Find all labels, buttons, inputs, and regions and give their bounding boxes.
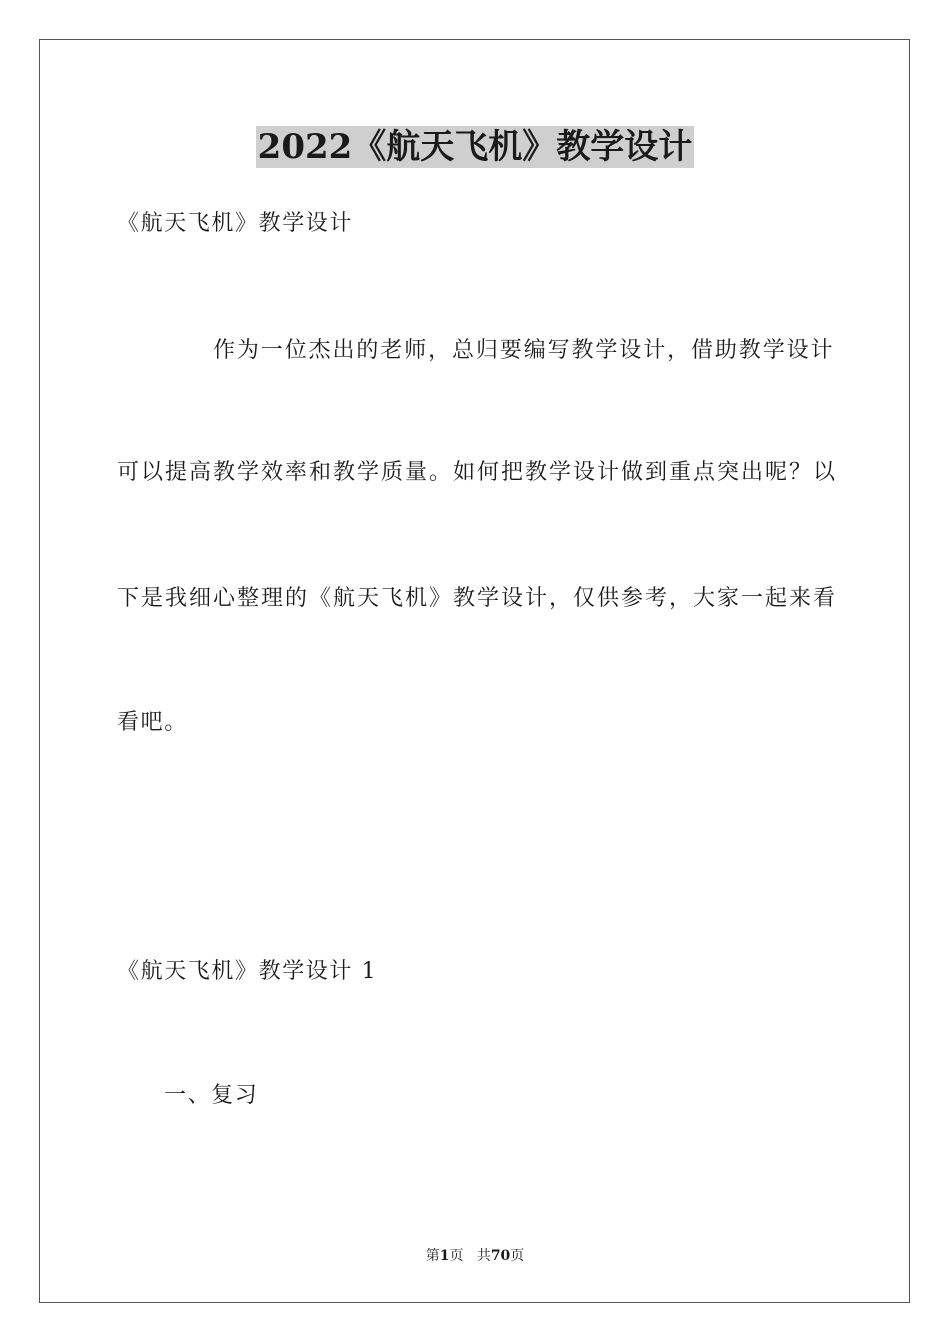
intro-paragraph-line-1: 作为一位杰出的老师，总归要编写教学设计，借助教学设计	[213, 338, 835, 363]
footer-page-prefix: 第	[425, 1248, 440, 1264]
footer-total-suffix: 页	[510, 1248, 525, 1264]
list-item: 一、复习	[164, 1083, 259, 1108]
intro-paragraph-line-4: 看吧。	[117, 710, 188, 735]
document-title: 2022《航天飞机》教学设计	[257, 127, 693, 167]
title-container	[0, 126, 950, 168]
intro-paragraph-line-3: 下是我细心整理的《航天飞机》教学设计，仅供参考，大家一起来看	[117, 586, 838, 611]
intro-paragraph-line-2: 可以提高教学效率和教学质量。如何把教学设计做到重点突出呢？以	[117, 460, 838, 485]
document-subtitle: 《航天飞机》教学设计	[117, 211, 354, 236]
footer-page-number: 1	[439, 1248, 450, 1264]
footer-page-suffix: 页	[449, 1248, 464, 1264]
section-heading: 《航天飞机》教学设计 1	[117, 959, 378, 984]
footer-total-pages: 70	[490, 1248, 511, 1264]
page-footer	[0, 1247, 950, 1265]
footer-total-prefix: 共	[476, 1248, 491, 1264]
